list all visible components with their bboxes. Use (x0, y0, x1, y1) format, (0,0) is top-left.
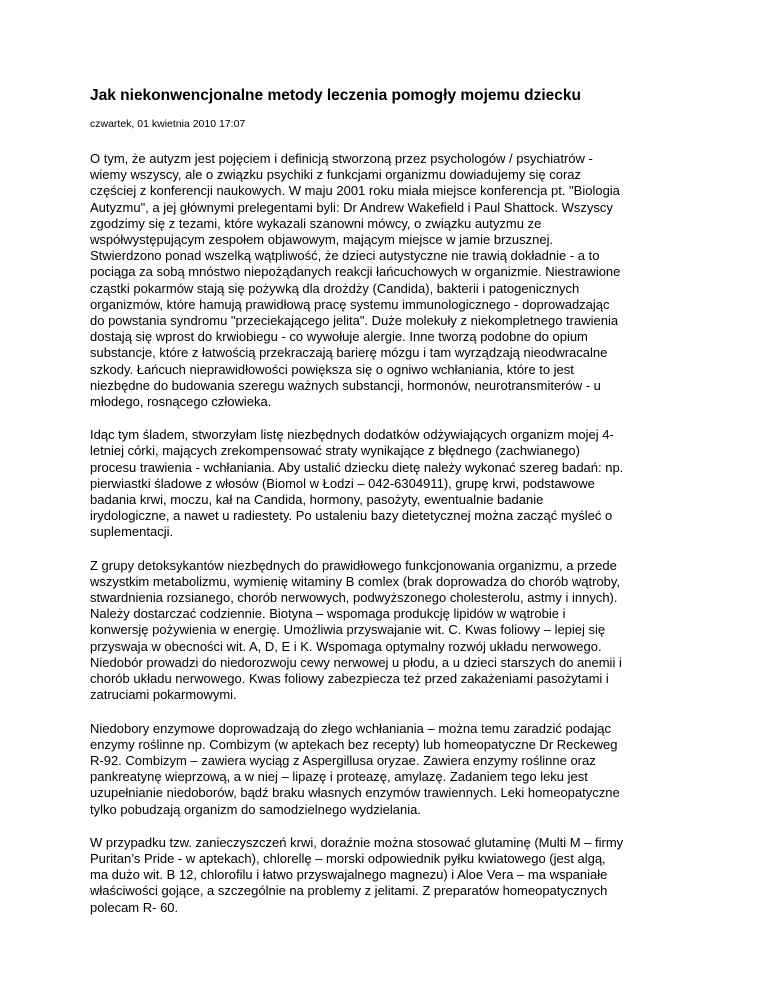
paragraph-line: wiemy wszyscy, ale o związku psychiki z funkcjami organizmu dowiadujemy się coraz (90, 167, 582, 183)
article-paragraph (90, 835, 690, 916)
article-paragraph (90, 427, 690, 540)
paragraph-line: suplementacji. (90, 524, 174, 540)
paragraph-line: irydologiczne, a nawet u radiestety. Po ustaleniu bazy dietetycznej można zacząć myśleć o (90, 508, 613, 524)
paragraph-line: konwersję pożywienia w energię. Umożliwia przyswajanie wit. C. Kwas foliowy – lepiej się (90, 622, 606, 638)
article-paragraph (90, 558, 690, 704)
paragraph-line: niezbędne do budowania szeregu ważnych substancji, hormonów, neurotransmiterów - u (90, 377, 601, 393)
paragraph-line: dostają się wprost do krwiobiegu - co wywołuje alergie. Inne tworzą podobne do opium (90, 329, 588, 345)
article-paragraph (90, 151, 690, 410)
paragraph-line: do powstania syndromu "przeciekającego jelita". Duże molekuły z niekompletnego trawienia (90, 313, 619, 329)
paragraph-line: wszystkim metabolizmu, wymienię witaminy B comlex (brak doprowadza do chorób wątroby, (90, 573, 621, 589)
paragraph-line: pankreatynę wieprzową, a w niej – lipazę i proteazę, amylazę. Zadaniem tego leku jest (90, 769, 588, 785)
paragraph-line: O tym, że autyzm jest pojęciem i definicją stworzoną przez psychologów / psychiatrów - (90, 151, 593, 166)
paragraph-line: Niedobory enzymowe doprowadzają do złego wchłaniania – można temu zaradzić podając (90, 720, 612, 736)
paragraph-line: właściwości gojące, a szczególnie na problemy z jelitami. Z preparatów homeopatycznych (90, 883, 608, 899)
paragraph-line: częściej z konferencji naukowych. W maju 2001 roku miała miejsce konferencja pt. "Biologia (90, 183, 620, 199)
paragraph-line: zatruciami pokarmowymi. (90, 687, 237, 703)
paragraph-line: pierwiastki śladowe z włosów (Biomol w Łodzi – 042-6304911), grupę krwi, podstawowe (90, 475, 595, 491)
paragraph-line: badania krwi, moczu, kał na Candida, hormony, pasożyty, ewentualnie badanie (90, 492, 544, 508)
article-title: Jak niekonwencjonalne metody leczenia pomogły mojemu dziecku (90, 87, 581, 104)
paragraph-line: Autyzmu", a jej głównymi prelegentami byli: Dr Andrew Wakefield i Paul Shattock. Wszyscy (90, 199, 613, 215)
article-paragraph (90, 721, 690, 818)
article-body (90, 151, 690, 916)
paragraph-line: W przypadku tzw. zanieczyszczeń krwi, doraźnie można stosować glutaminę (Multi M – firmy (90, 834, 624, 850)
paragraph-line: polecam R- 60. (90, 899, 179, 915)
paragraph-line: zgodzimy się z tezami, które wykazali szanowni mówcy, o związku autyzmu ze (90, 215, 542, 231)
paragraph-line: cząstki pokarmów stają się pożywką dla drożdży (Candida), bakterii i patogenicznych (90, 280, 580, 296)
paragraph-line: szkody. Łańcuch nieprawidłowości powiększa się o ogniwo wchłaniania, które to jest (90, 361, 574, 377)
paragraph-line: tylko pobudzają organizm do samodzielnego wydzielania. (90, 801, 421, 817)
paragraph-line: ma dużo wit. B 12, chlorofilu i łatwo przyswajalnego magnezu) i Aloe Vera – ma wspaniałe (90, 867, 608, 883)
paragraph-line: Puritan’s Pride - w aptekach), chlorellę – morski odpowiednik pyłku kwiatowego (jest algą, (90, 850, 606, 866)
paragraph-line: pociąga za sobą mnóstwo niepożądanych reakcji łańcuchowych w organizmie. Niestrawione (90, 264, 621, 280)
paragraph-line: R-92. Combizym – zawiera wyciąg z Aspergillusa oryzae. Zawiera enzymy roślinne oraz (90, 752, 596, 768)
paragraph-line: Idąc tym śladem, stworzyłam listę niezbędnych dodatków odżywiających organizm mojej 4- (90, 427, 614, 443)
paragraph-line: organizmów, które hamują prawidłową pracę systemu immunologicznego - doprowadzając (90, 296, 610, 312)
paragraph-line: młodego, rosnącego człowieka. (90, 394, 272, 410)
document-page (90, 86, 690, 933)
paragraph-line: letniej córki, mających zrekompensować straty wynikające z błędnego (zachwianego) (90, 443, 580, 459)
paragraph-line: Z grupy detoksykantów niezbędnych do prawidłowego funkcjonowania organizmu, a przede (90, 557, 617, 573)
paragraph-line: stwardnienia rozsianego, chorób nerwowych, podwyższonego cholesterolu, astmy i innych). (90, 590, 618, 606)
paragraph-line: substancje, które z łatwością przekraczają barierę mózgu i tam wyrządzają nieodwracalne (90, 345, 608, 361)
paragraph-line: chorób układu nerwowego. Kwas foliowy zabezpiecza też przed zakażeniami pasożytami i (90, 671, 609, 687)
paragraph-line: przyswaja w obecności wit. A, D, E i K. Wspomaga optymalny rozwój układu nerwowego. (90, 638, 602, 654)
paragraph-line: procesu trawienia - wchłaniania. Aby ustalić dziecku dietę należy wykonać szereg badań: np. (90, 459, 624, 475)
paragraph-line: Niedobór prowadzi do niedorozwoju cewy nerwowej u płodu, a u dzieci starszych do anemii i (90, 654, 622, 670)
paragraph-line: współwystępującym zespołem objawowym, mającym miejsce w jamie brzusznej. (90, 232, 554, 248)
paragraph-line: Należy dostarczać codziennie. Biotyna – wspomaga produkcję lipidów w wątrobie i (90, 606, 566, 622)
paragraph-line: uzupełnianie niedoborów, bądź braku własnych enzymów trawiennych. Leki homeopatyczne (90, 785, 620, 801)
paragraph-line: enzymy roślinne np. Combizym (w aptekach bez recepty) lub homeopatyczne Dr Reckeweg (90, 736, 618, 752)
article-date: czwartek, 01 kwietnia 2010 17:07 (90, 118, 246, 130)
paragraph-line: Stwierdzono ponad wszelką wątpliwość, że dzieci autystyczne nie trawią dokładnie - a to (90, 248, 600, 264)
